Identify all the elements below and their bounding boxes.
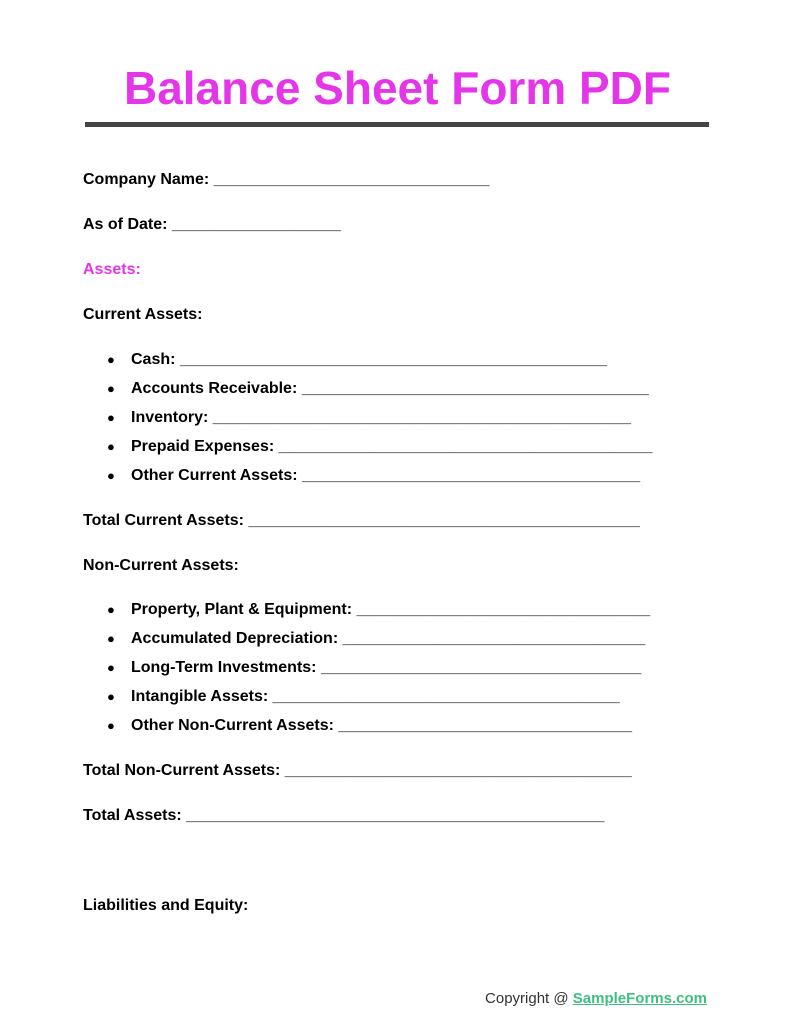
prepaid-expenses-field[interactable]: Prepaid Expenses: __________________________________________	[131, 438, 653, 455]
other-current-assets-field[interactable]: Other Current Assets: ______________________________________	[131, 467, 641, 484]
page-title: Balance Sheet Form PDF	[123, 62, 672, 114]
cash-field[interactable]: Cash: ________________________________________________	[131, 351, 608, 368]
bullet-icon: ●	[107, 660, 115, 675]
brand-link[interactable]: SampleForms.com	[572, 990, 707, 1007]
footer	[485, 990, 707, 1007]
inventory-field[interactable]: Inventory: _______________________________________________	[131, 409, 632, 426]
bullet-icon: ●	[107, 689, 115, 704]
bullet-icon: ●	[107, 439, 115, 454]
liabilities-heading: Liabilities and Equity:	[83, 897, 249, 914]
bullet-icon: ●	[107, 468, 115, 483]
title-divider	[85, 122, 709, 127]
ppe-field[interactable]: Property, Plant & Equipment: _________________________________	[131, 601, 651, 618]
bullet-icon: ●	[107, 718, 115, 733]
intangible-assets-field[interactable]: Intangible Assets: _______________________________________	[131, 688, 620, 705]
total-assets-field[interactable]: Total Assets: _______________________________________________	[83, 807, 605, 824]
as-of-date-field[interactable]: As of Date: ___________________	[83, 216, 341, 233]
bullet-icon: ●	[107, 410, 115, 425]
total-current-assets-field[interactable]: Total Current Assets: ____________________________________________	[83, 512, 640, 529]
bullet-icon: ●	[107, 352, 115, 367]
company-name-field[interactable]: Company Name: _______________________________	[83, 171, 490, 188]
accumulated-depreciation-field[interactable]: Accumulated Depreciation: __________________________________	[131, 630, 646, 647]
bullet-icon: ●	[107, 602, 115, 617]
accounts-receivable-field[interactable]: Accounts Receivable: _______________________________________	[131, 380, 649, 397]
assets-heading: Assets:	[83, 261, 141, 278]
long-term-investments-field[interactable]: Long-Term Investments: ____________________________________	[131, 659, 642, 676]
bullet-icon: ●	[107, 631, 115, 646]
non-current-assets-heading: Non-Current Assets:	[83, 557, 239, 574]
bullet-icon: ●	[107, 381, 115, 396]
other-non-current-assets-field[interactable]: Other Non-Current Assets: _________________________________	[131, 717, 633, 734]
total-non-current-assets-field[interactable]: Total Non-Current Assets: _______________________________________	[83, 762, 632, 779]
current-assets-heading: Current Assets:	[83, 306, 203, 323]
copyright-text: Copyright @	[485, 990, 573, 1007]
